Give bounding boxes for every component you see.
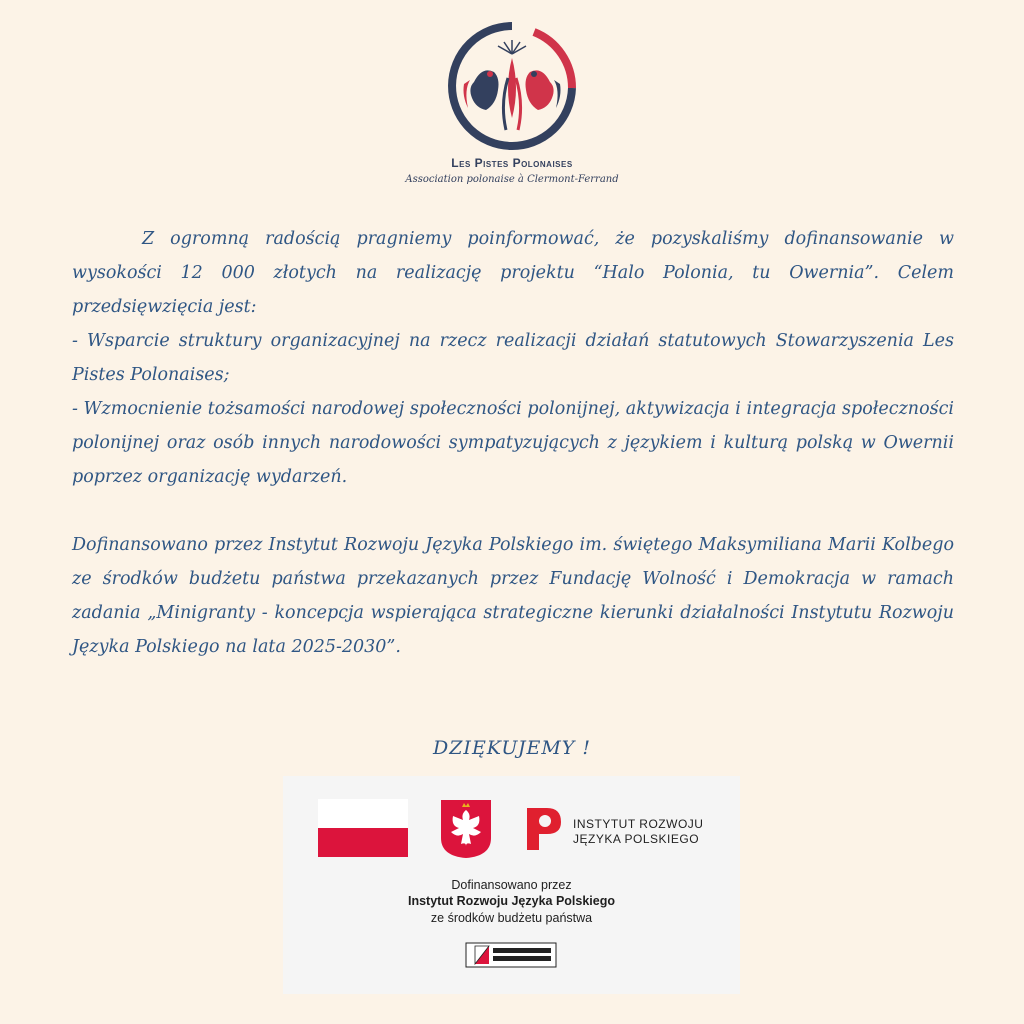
polish-flag-icon (318, 799, 408, 857)
header (0, 18, 1024, 185)
bullet-item: - Wzmocnienie tożsamości narodowej społeczności polonijnej, aktywizacja i integracja społeczności polonijnej oraz osób innych narodowości sympatyzujących z językiem i kulturą polską w Owernii poprzez organizację wydarzeń. (72, 399, 954, 487)
sponsor-panel (283, 776, 740, 994)
paragraph-funding: Dofinansowano przez Instytut Rozwoju Języka Polskiego im. świętego Maksymiliana Marii Kolbego ze środków budżetu państwa przekazanych przez Fundację Wolność i Demokracja w ramach zadania „Minigranty - koncepcja wspierająca strategiczne kierunki działalności Instytutu Rozwoju Języka Polskiego na lata 2025-2030”. (72, 535, 954, 657)
cofinanced-line-2: Instytut Rozwoju Języka Polskiego (408, 894, 615, 908)
paragraph-intro: Z ogromną radością pragniemy poinformować, że pozyskaliśmy dofinansowanie w wysokości 12 000 złotych na realizację projektu “Halo Polonia, tu Owernia”. Celem przedsięwzięcia jest: (72, 229, 954, 317)
announcement-text (72, 222, 954, 664)
irjp-name-line-1: INSTYTUT ROZWOJU (573, 817, 704, 831)
spacer (72, 494, 954, 528)
cofinanced-line-1: Dofinansowano przez (451, 878, 572, 892)
org-name: Les Pistes Polonaises (451, 156, 573, 170)
irjp-name-line-2: JĘZYKA POLSKIEGO (573, 832, 700, 846)
cofinanced-line-3: ze środków budżetu państwa (430, 911, 593, 925)
roosters-logo-icon (442, 18, 582, 150)
wid-foundation-logo-icon (465, 942, 557, 968)
polish-eagle-emblem-icon (439, 798, 493, 860)
thanks-heading: DZIĘKUJEMY ! (433, 737, 591, 759)
org-subtitle: Association polonaise à Clermont-Ferrand (405, 174, 619, 185)
bullet-item: - Wsparcie struktury organizacyjnej na rzecz realizacji działań statutowych Stowarzyszenia Les Pistes Polonaises; (72, 331, 954, 385)
irjp-logo-icon (523, 804, 567, 854)
